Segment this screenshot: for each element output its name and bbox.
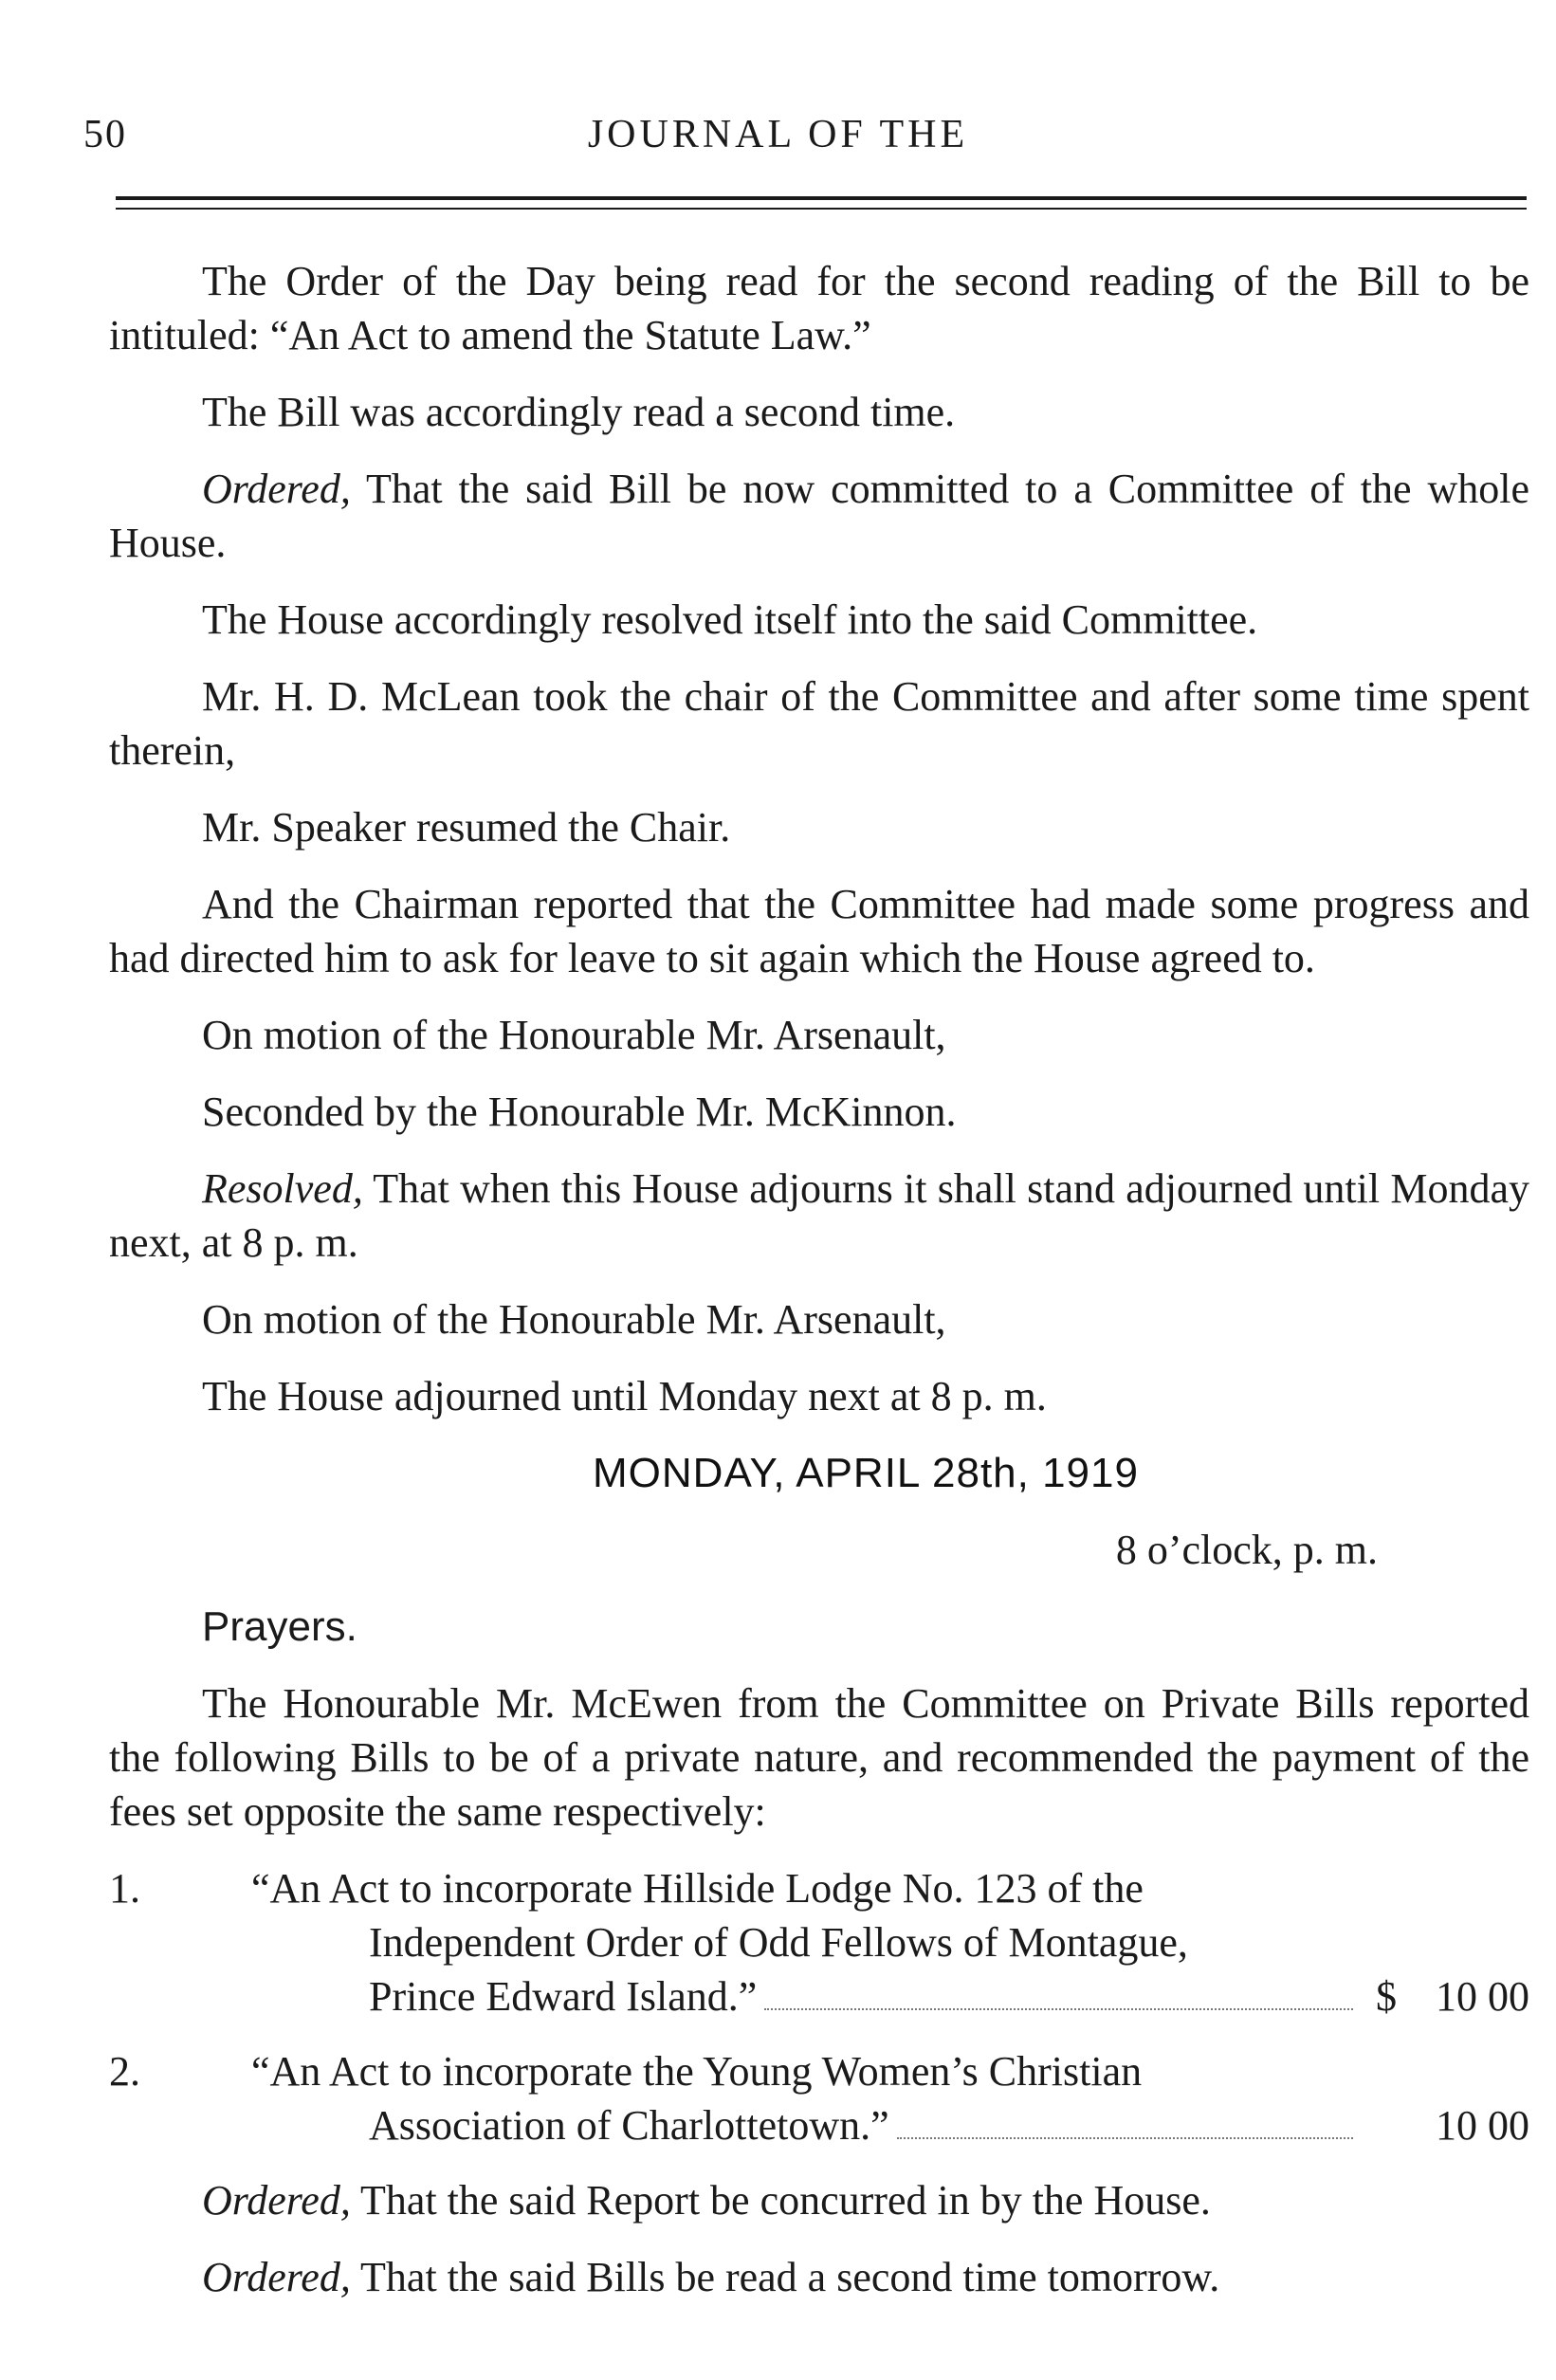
paragraph: And the Chairman reported that the Committee had made some progress and had directed him to ask for leave to sit again which the House agreed to. xyxy=(109,881,1529,981)
fee-amount: 10 00 xyxy=(1436,2102,1529,2149)
paragraph-text: That the said Bills be read a second time tomorrow. xyxy=(350,2254,1220,2300)
fee-amount: 10 00 xyxy=(1436,1973,1529,2020)
bill-number: 1. xyxy=(109,1865,140,1912)
prayers-heading: Prayers. xyxy=(202,1603,357,1650)
bill-item xyxy=(109,2044,1529,2152)
page-header xyxy=(0,112,1556,169)
running-title: JOURNAL OF THE xyxy=(587,113,969,156)
paragraph: The House accordingly resolved itself into the said Committee. xyxy=(202,596,1258,643)
paragraph: On motion of the Honourable Mr. Arsenault, xyxy=(202,1296,946,1343)
bill-title-line: Association of Charlottetown.” xyxy=(369,2102,889,2149)
ordered-label: Ordered, xyxy=(202,2177,351,2224)
dot-leader xyxy=(764,2007,1353,2010)
bill-title-line: Prince Edward Island.” xyxy=(369,1973,758,2020)
dot-leader xyxy=(897,2136,1353,2139)
paragraph: The Order of the Day being read for the second reading of the Bill to be intituled: “An Act to amend the Statute Law.” xyxy=(109,258,1529,358)
paragraph-text: That the said Report be concurred in by the House. xyxy=(350,2177,1211,2224)
resolved-label: Resolved, xyxy=(202,1165,363,1212)
paragraph-text: That when this House adjourns it shall stand adjourned until Monday next, at 8 p. m. xyxy=(109,1165,1529,1266)
report-intro: The Honourable Mr. McEwen from the Committee on Private Bills reported the following Bills to be of a private nature, and recommended the payment of the fees set opposite the same respectively: xyxy=(109,1680,1529,1835)
header-rule-thick xyxy=(116,196,1527,200)
header-rule-thin xyxy=(116,208,1527,210)
paragraph-text: That the said Bill be now committed to a Committee of the whole House. xyxy=(109,466,1529,566)
ordered-label: Ordered, xyxy=(202,466,351,512)
paragraph: On motion of the Honourable Mr. Arsenault, xyxy=(202,1012,946,1058)
bill-title-line: Independent Order of Odd Fellows of Montague, xyxy=(369,1919,1188,1966)
paragraph: Mr. Speaker resumed the Chair. xyxy=(202,804,731,851)
paragraph xyxy=(109,2173,1529,2227)
bill-body xyxy=(251,2044,1529,2152)
paragraph: The Bill was accordingly read a second time. xyxy=(202,389,956,435)
sitting-time: 8 o’clock, p. m. xyxy=(1115,1527,1378,1573)
ordered-label: Ordered, xyxy=(202,2254,351,2300)
paragraph xyxy=(109,2250,1529,2304)
bill-number: 2. xyxy=(109,2048,140,2095)
paragraph: Seconded by the Honourable Mr. McKinnon. xyxy=(202,1089,957,1135)
currency-sign: $ xyxy=(1376,1973,1397,2020)
bill-body xyxy=(251,1861,1529,2023)
journal-body xyxy=(109,254,1529,2327)
bill-title-line: “An Act to incorporate Hillside Lodge No. 123 of the xyxy=(251,1865,1144,1912)
paragraph: The House adjourned until Monday next at 8 p. m. xyxy=(202,1373,1047,1419)
bill-item xyxy=(109,1861,1529,2023)
paragraph xyxy=(109,1162,1529,1270)
sitting-date-heading: MONDAY, APRIL 28th, 1919 xyxy=(593,1450,1139,1496)
paragraph xyxy=(109,462,1529,570)
page-number: 50 xyxy=(83,113,127,156)
bill-title-line: “An Act to incorporate the Young Women’s Christian xyxy=(251,2048,1143,2095)
paragraph: Mr. H. D. McLean took the chair of the Committee and after some time spent therein, xyxy=(109,673,1529,774)
